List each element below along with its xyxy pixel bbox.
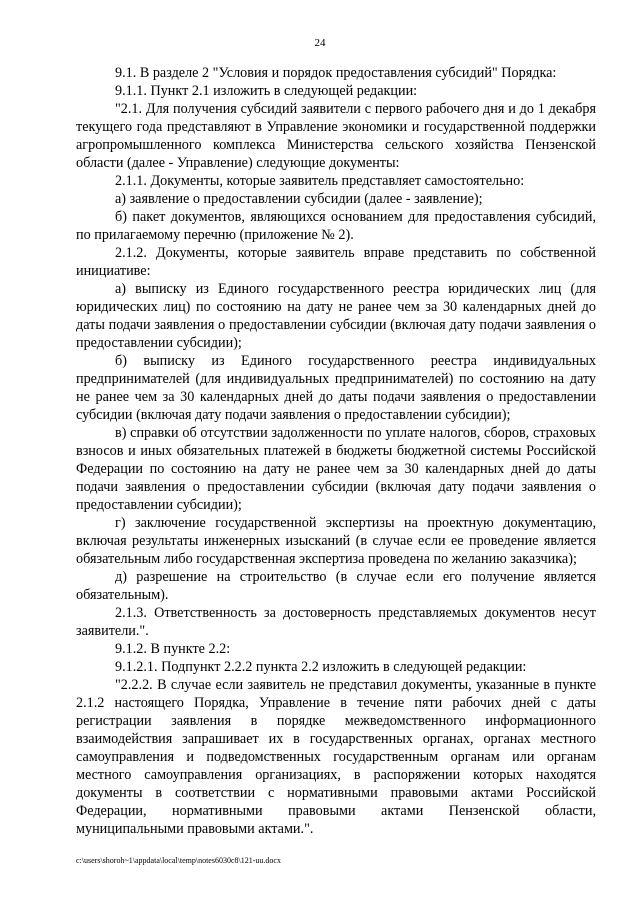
paragraph-2-1-2-d: д) разрешение на строительство (в случае если его получение является обязательным). [76,569,596,603]
file-path-footer: c:\users\shoroh~1\appdata\local\temp\notes6030c8\121-uu.docx [76,856,281,865]
paragraph-2-1-3: 2.1.3. Ответственность за достоверность представляемых документов несут заявители.". [76,605,596,639]
paragraph-9-1: 9.1. В разделе 2 "Условия и порядок предоставления субсидий" Порядка: [115,65,557,81]
paragraph-2-1-2-a: а) выписку из Единого государственного реестра юридических лиц (для юридических лиц) по состоянию на дату не ранее чем за 30 календарных дней до даты подачи заявления о предоставлении субсидии (включая дату подачи заявления о предоставлении субсидии); [76,281,596,351]
paragraph-9-1-1: 9.1.1. Пункт 2.1 изложить в следующей редакции: [115,83,418,99]
paragraph-9-1-2-1: 9.1.2.1. Подпункт 2.2.2 пункта 2.2 изложить в следующей редакции: [115,659,527,675]
paragraph-2-1-2-g: г) заключение государственной экспертизы на проектную документацию, включая результаты инженерных изысканий (в случае если ее проведение является обязательным либо государственная экспертиза проведена по желанию заказчика); [76,515,596,567]
paragraph-2-1-2-v: в) справки об отсутствии задолженности по уплате налогов, сборов, страховых взносов и иных обязательных платежей в бюджеты бюджетной системы Российской Федерации по состоянию на дату не ранее чем за 30 календарных дней до даты подачи заявления о предоставлении субсидии (включая дату подачи заявления о предоставлении субсидии); [76,425,596,513]
paragraph-2-2-2: "2.2.2. В случае если заявитель не представил документы, указанные в пункте 2.1.2 настоящего Порядка, Управление в течение пяти рабочих дней с даты регистрации заявления в порядке межведомственного информационного взаимодействия запрашивает их в государственных органах, органах местного самоуправления и подведомственных государственным органам или органам местного самоуправления организациях, в распоряжении которых находятся документы в соответствии с нормативными правовыми актами Российской Федерации, нормативными правовыми актами Пензенской области, муниципальными правовыми актами.". [76,677,596,837]
paragraph-2-1-2: 2.1.2. Документы, которые заявитель вправе представить по собственной инициативе: [76,245,596,279]
paragraph-2-1-1-a: а) заявление о предоставлении субсидии (далее - заявление); [115,191,483,207]
paragraph-9-1-2: 9.1.2. В пункте 2.2: [115,641,231,657]
paragraph-2-1: "2.1. Для получения субсидий заявители с первого рабочего дня и до 1 декабря текущего года представляют в Управление экономики и государственной поддержки агропромышленного комплекса Министерства сельского хозяйства Пензенской области (далее - Управление) следующие документы: [76,101,596,171]
paragraph-2-1-1: 2.1.1. Документы, которые заявитель представляет самостоятельно: [115,173,525,189]
paragraph-2-1-2-b: б) выписку из Единого государственного реестра индивидуальных предпринимателей (для индивидуальных предпринимателей) по состоянию на дату не ранее чем за 30 календарных дней до даты подачи заявления о предоставлении субсидии (включая дату подачи заявления о предоставлении субсидии); [76,353,596,423]
page-number: 24 [314,37,326,49]
document-body [76,64,596,838]
paragraph-2-1-1-b: б) пакет документов, являющихся основанием для предоставления субсидий, по прилагаемому перечню (приложение № 2). [76,209,596,243]
